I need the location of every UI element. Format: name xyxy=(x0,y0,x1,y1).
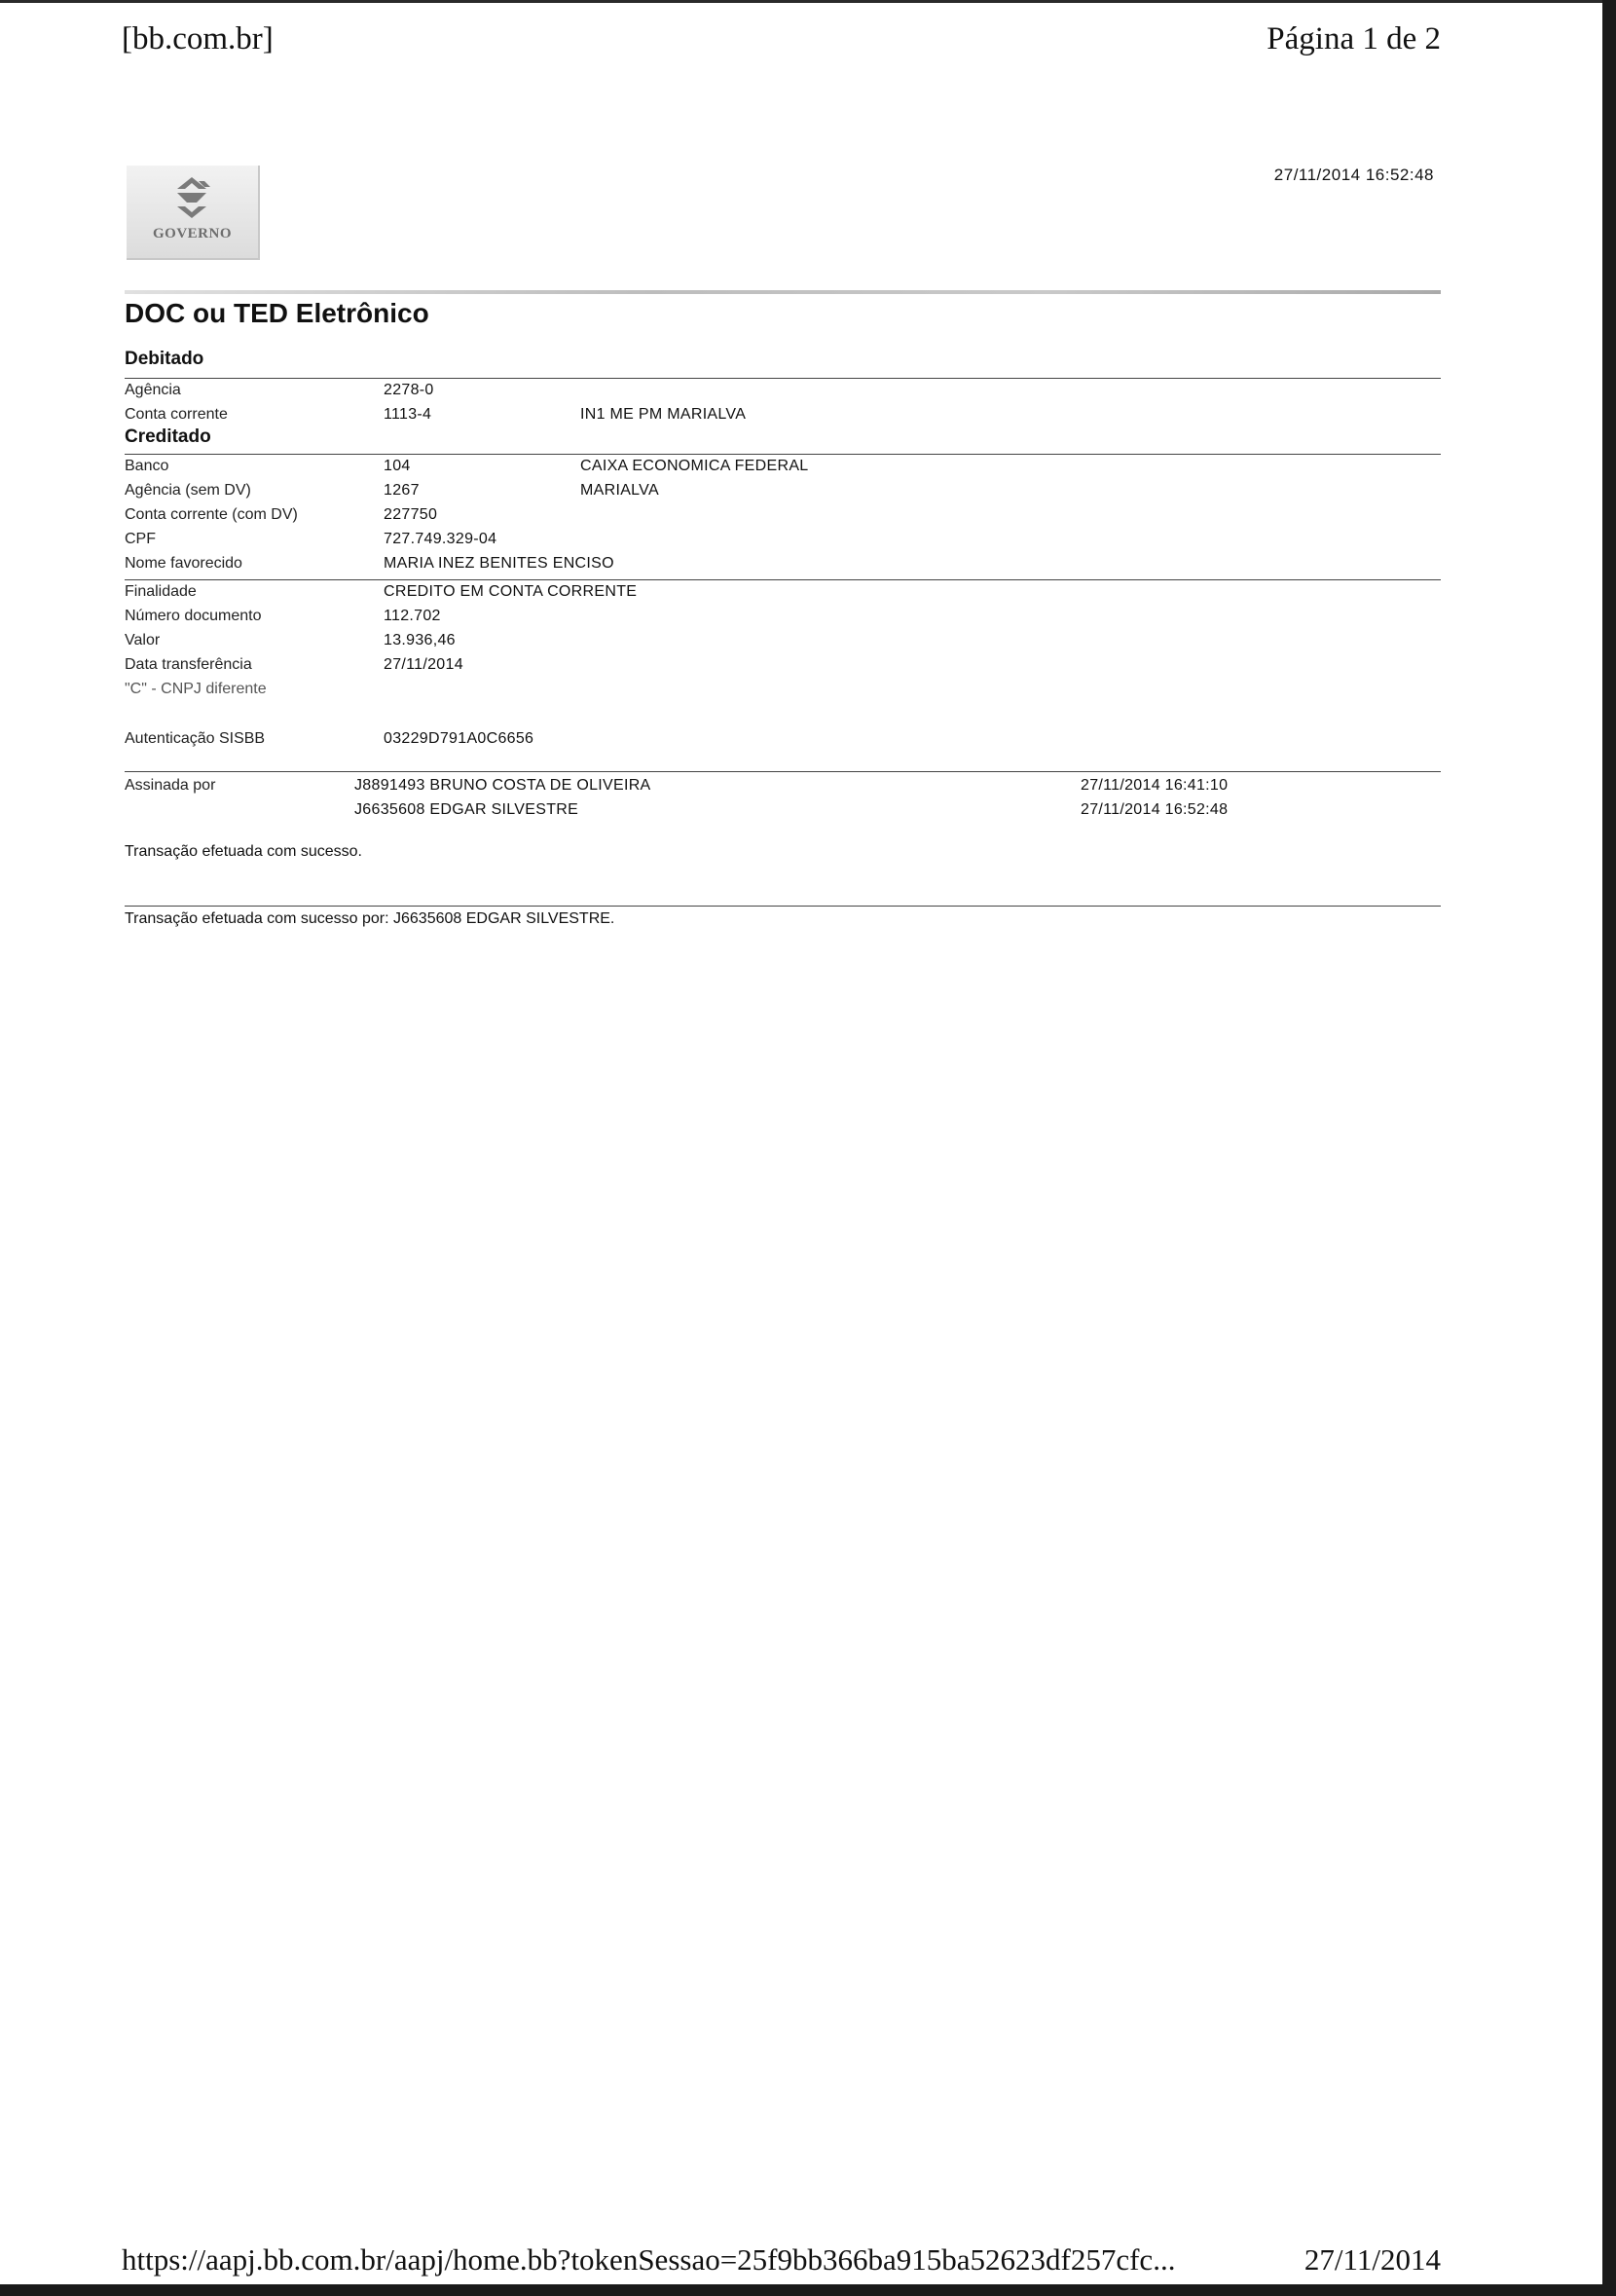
divider xyxy=(125,454,1441,455)
label-autenticacao: Autenticação SISBB xyxy=(125,730,266,747)
label-finalidade: Finalidade xyxy=(125,583,197,600)
scan-edge-bottom xyxy=(0,2284,1616,2296)
divider xyxy=(125,378,1441,379)
section-debitado: Debitado xyxy=(125,349,204,369)
success-by-message: Transação efetuada com sucesso por: J6635608 EDGAR SILVESTRE. xyxy=(125,910,615,927)
value-autenticacao: 03229D791A0C6656 xyxy=(384,730,534,747)
header-site: [bb.com.br] xyxy=(122,21,274,56)
value-valor: 13.936,46 xyxy=(384,632,456,648)
section-creditado: Creditado xyxy=(125,426,211,447)
value-cpf: 727.749.329-04 xyxy=(384,531,497,547)
divider xyxy=(125,771,1441,772)
bb-logo-icon xyxy=(167,173,216,222)
logo-label: GOVERNO xyxy=(152,226,232,241)
divider xyxy=(125,579,1441,580)
value-finalidade: CREDITO EM CONTA CORRENTE xyxy=(384,583,638,600)
bank-logo xyxy=(127,166,260,260)
label-conta-debito: Conta corrente xyxy=(125,406,228,423)
footer-date: 27/11/2014 xyxy=(1304,2242,1441,2277)
page-title: DOC ou TED Eletrônico xyxy=(125,298,429,328)
value-conta-credito: 227750 xyxy=(384,506,438,523)
scan-edge-top xyxy=(0,0,1616,3)
divider xyxy=(125,906,1441,907)
success-message: Transação efetuada com sucesso. xyxy=(125,843,362,860)
header-page-number: Página 1 de 2 xyxy=(1267,21,1441,56)
label-data-transferencia: Data transferência xyxy=(125,656,252,673)
label-assinada-por: Assinada por xyxy=(125,777,216,794)
label-conta-credito: Conta corrente (com DV) xyxy=(125,506,298,523)
signer-date: 27/11/2014 16:52:48 xyxy=(1081,801,1229,818)
value-titular-debito: IN1 ME PM MARIALVA xyxy=(580,406,747,423)
scan-edge-right xyxy=(1602,0,1616,2296)
label-valor: Valor xyxy=(125,632,161,648)
label-cpf: CPF xyxy=(125,531,156,547)
label-favorecido: Nome favorecido xyxy=(125,555,242,572)
signer-date: 27/11/2014 16:41:10 xyxy=(1081,777,1229,794)
value-numero-documento: 112.702 xyxy=(384,608,441,624)
document-timestamp: 27/11/2014 16:52:48 xyxy=(1273,166,1434,184)
value-banco-nome: CAIXA ECONOMICA FEDERAL xyxy=(580,458,809,474)
value-agencia-cidade: MARIALVA xyxy=(580,482,659,499)
value-banco: 104 xyxy=(384,458,411,474)
label-banco: Banco xyxy=(125,458,169,474)
label-agencia-debito: Agência xyxy=(125,382,181,398)
value-agencia-debito: 2278-0 xyxy=(384,382,434,398)
footer-url: https://aapj.bb.com.br/aapj/home.bb?tokenSessao=25f9bb366ba915ba52623df257cfc... xyxy=(122,2242,1176,2277)
signer-name: J8891493 BRUNO COSTA DE OLIVEIRA xyxy=(354,777,651,794)
title-divider xyxy=(125,290,1441,294)
signer-name: J6635608 EDGAR SILVESTRE xyxy=(354,801,579,818)
value-favorecido: MARIA INEZ BENITES ENCISO xyxy=(384,555,614,572)
note-cnpj: "C" - CNPJ diferente xyxy=(125,681,267,697)
label-numero-documento: Número documento xyxy=(125,608,262,624)
label-agencia-credito: Agência (sem DV) xyxy=(125,482,251,499)
value-data-transferencia: 27/11/2014 xyxy=(384,656,463,673)
value-agencia-credito: 1267 xyxy=(384,482,420,499)
value-conta-debito: 1113-4 xyxy=(384,406,432,423)
